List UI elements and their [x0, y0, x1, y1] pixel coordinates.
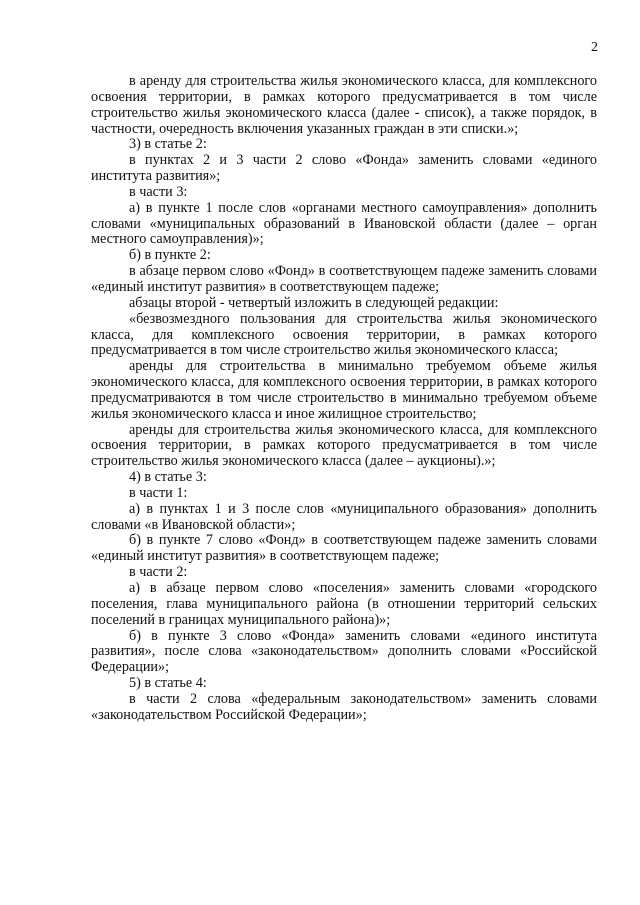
paragraph: аренды для строительства в минимально требуемом объеме жилья экономического класса, для комплексного освоения территории, в рамках которого предусматриваются в том числе строительство в минимально требуемом объеме жилья экономического класса и иное жилищное строительство; [91, 358, 597, 422]
paragraph: «безвозмездного пользования для строительства жилья экономического класса, для комплексного освоения территории, в рамках которого предусматривается в том числе строительство жилья экономического класса; [91, 310, 597, 359]
paragraph: а) в пунктах 1 и 3 после слов «муниципального образования» дополнить словами «в Ивановской области»; [91, 500, 597, 533]
paragraph: в части 1: [129, 484, 188, 501]
paragraph: в части 3: [129, 183, 188, 200]
document-body [91, 74, 597, 724]
paragraph: 3) в статье 2: [129, 136, 207, 153]
paragraph: а) в абзаце первом слово «поселения» заменить словами «городского поселения, глава муниципального района (в отношении территорий сельских поселений в границах муниципального района)»; [91, 580, 597, 628]
paragraph: абзацы второй - четвертый изложить в следующей редакции: [129, 294, 499, 311]
paragraph: в абзаце первом слово «Фонд» в соответствующем падеже заменить словами «единый институт развития» в соответствующем падеже; [91, 263, 597, 295]
paragraph: а) в пункте 1 после слов «органами местного самоуправления» дополнить словами «муниципальных образований в Ивановской области (далее – орган местного самоуправления)»; [91, 199, 597, 248]
paragraph: в части 2: [129, 564, 188, 581]
paragraph: 4) в статье 3: [129, 469, 207, 486]
paragraph: б) в пункте 7 слово «Фонд» в соответствующем падеже заменить словами «единый институт развития» в соответствующем падеже; [91, 532, 597, 565]
paragraph: в пунктах 2 и 3 части 2 слово «Фонда» заменить словами «единого института развития»; [91, 152, 597, 185]
page-number: 2 [591, 40, 598, 55]
paragraph: б) в пункте 3 слово «Фонда» заменить словами «единого института развития», после слова «законодательством» дополнить словами «Российской Федерации»; [91, 627, 597, 676]
paragraph: 5) в статье 4: [129, 675, 207, 692]
paragraph: аренды для строительства жилья экономического класса, для комплексного освоения территории, в рамках которого предусматривается в том числе строительство жилья экономического класса (далее – аукционы).»; [91, 421, 597, 470]
paragraph: в части 2 слова «федеральным законодательством» заменить словами «законодательством Российской Федерации»; [91, 690, 597, 723]
paragraph: б) в пункте 2: [129, 247, 211, 264]
paragraph: в аренду для строительства жилья экономического класса, для комплексного освоения территории, в рамках которого предусматривается в том числе строительство жилья экономического класса (далее - список), а также порядок, в частности, очередность включения указанных граждан в эти списки.»; [91, 73, 597, 137]
